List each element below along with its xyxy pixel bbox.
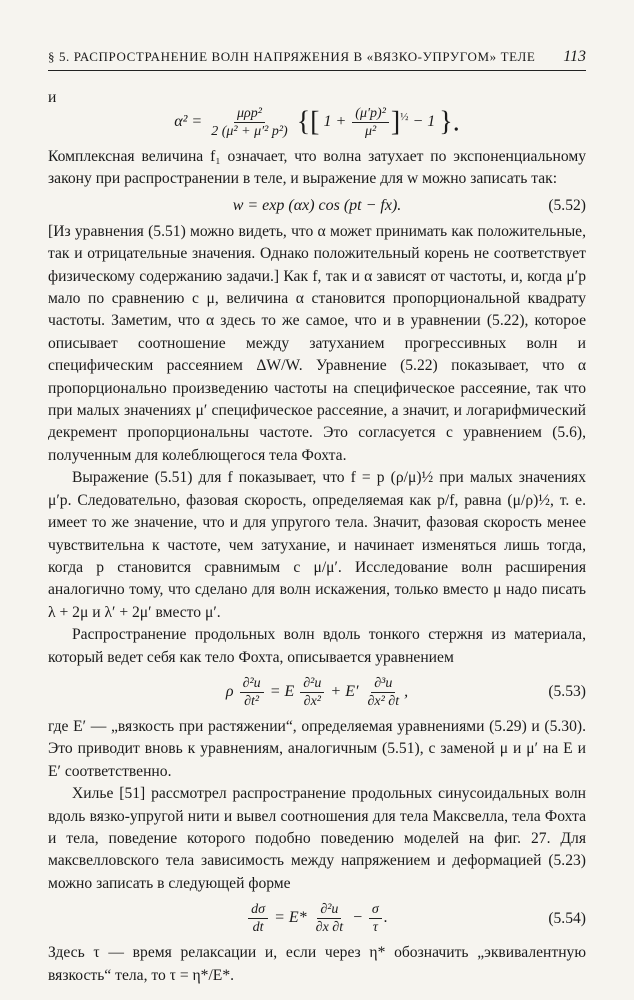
- paragraph-1: Комплексная величина f₁ означает, что волна затухает по экспоненциальному закону при распространении в теле, и выражение для w можно записать так:: [48, 148, 586, 188]
- book-page: [48, 48, 586, 987]
- paragraph-4: Распространение продольных волн вдоль тонкого стержня из материала, который ведет себя как тело Фохта, описывается уравнением: [48, 626, 586, 666]
- header-title: § 5. РАСПРОСТРАНЕНИЕ ВОЛН НАПРЯЖЕНИЯ В «ВЯЗКО-УПРУГОМ» ТЕЛЕ: [48, 49, 536, 64]
- fraction-d2u-dxdt: $\frac{\text{∂²u}}{\partial x \partial t}$: [315, 902, 344, 936]
- equation-number: (5.52): [548, 196, 586, 214]
- running-header: [48, 48, 586, 71]
- page-number: 113: [563, 48, 586, 65]
- fraction-d2u-dx2: $\frac{\text{∂²u}}{\text{∂x²}}$: [300, 675, 324, 710]
- paragraph-7: Здесь τ — время релаксации и, если через η* обозначить „эквивалентную вязкость“ тела, то τ = η*/E*.: [48, 944, 586, 984]
- paragraph-6: Хилье [51] рассмотрел распространение продольных синусоидальных волн вдоль вязко-упругой нити и вывел соотношения для тела Максвелла, тела Фохта и тела, поведение которого подобно поведению моделей на фиг. 27. Для максвелловского тела зависимость между напряжением и деформацией (5.23) можно записать в следующей форме: [48, 785, 586, 892]
- fraction-sigma-tau: $\frac{\sigma}{\tau}$: [369, 901, 382, 936]
- alpha-inner-fraction: $\frac{\text{(μ′p)²}}{\text{μ²}}$: [352, 105, 389, 140]
- equation-alpha: α² = $\frac{\text{μρp²}}{\text{2 (μ² + μ′² p²)}}$ {[ 1 + $\frac{\text{(μ′p)²}}{\text{μ²}}$ ]$^{\frac{1}{2}}$ − 1 }.: [174, 106, 460, 139]
- equation-5-52: w = exp (αx) cos (pt − fx). (5.52): [232, 196, 586, 214]
- fraction-dsigma-dt: $\frac{d\sigma}{dt}$: [248, 901, 268, 936]
- equation-5-53: ρ $\frac{\text{∂²u}}{\text{∂t²}}$ = E $\frac{\text{∂²u}}{\text{∂x²}}$ + E′ $\frac{\text{∂³u}}{\text{∂x² ∂t}}$ , (5.53): [225, 675, 586, 709]
- equation-number: (5.54): [548, 909, 586, 927]
- paragraph-2: [Из уравнения (5.51) можно видеть, что α может принимать как положительные, так и отрицательные значения. Однако положительный корень не соответствует физическому содержанию задачи.] Как f, так и α зависят от частоты, и, когда μ′p мало по сравнению с μ, величина α становится пропорциональной квадрату частоты. Заметим, что α здесь то же самое, что и в уравнении (5.22), которое описывает соотношение между затуханием прогрессивных волн и специфическим рассеянием ΔW/W. Уравнение (5.22) показывает, что α пропорционально произведению частоты на специфическое рассеяние, так что при малых значениях μ′ специфическое рассеяние, а значит, и логарифмический декремент пропорциональны частоте. Это согласуется с уравнением (5.6), полученным для колеблющегося тела Фохта.: [48, 222, 586, 464]
- equation-5-54: $\frac{d\sigma}{dt}$ = E* $\frac{\text{∂²u}}{\partial x \partial t}$ − $\frac{\sigma}{\tau}$ . (5.54): [48, 901, 586, 936]
- equation-number: (5.53): [548, 683, 586, 701]
- alpha-lhs: α² =: [174, 113, 203, 131]
- paragraph-5: где E′ — „вязкость при растяжении“, определяемая уравнениями (5.29) и (5.30). Это приводит вновь к уравнениям, аналогичным (5.51), с заменой μ и μ′ на E и E′ соответственно.: [48, 717, 586, 780]
- paragraph-3: Выражение (5.51) для f показывает, что f = p (ρ/μ)½ при малых значениях μ′p. Следовательно, фазовая скорость, определяемая как p/f, равна (μ/ρ)½, т. е. имеет то же значение, что и для упругого тела. Значит, фазовая скорость менее чувствительна к частоте, чем затухание, и начинает изменяться лишь тогда, когда p становится сравнимым с μ/μ′. Исследование волн расширения аналогично тому, что сделано для волн искажения, только вместо μ надо писать λ + 2μ и λ′ + 2μ′ вместо μ′.: [48, 469, 586, 621]
- fraction-d3u-dx2dt: $\frac{\text{∂³u}}{\text{∂x² ∂t}}$: [367, 675, 400, 709]
- fraction-d2u-dt2: $\frac{\text{∂²u}}{\text{∂t²}}$: [240, 675, 264, 710]
- alpha-fraction: $\frac{\text{μρp²}}{\text{2 (μ² + μ′² p²)}}$: [211, 106, 288, 139]
- lead-word: и: [48, 89, 57, 106]
